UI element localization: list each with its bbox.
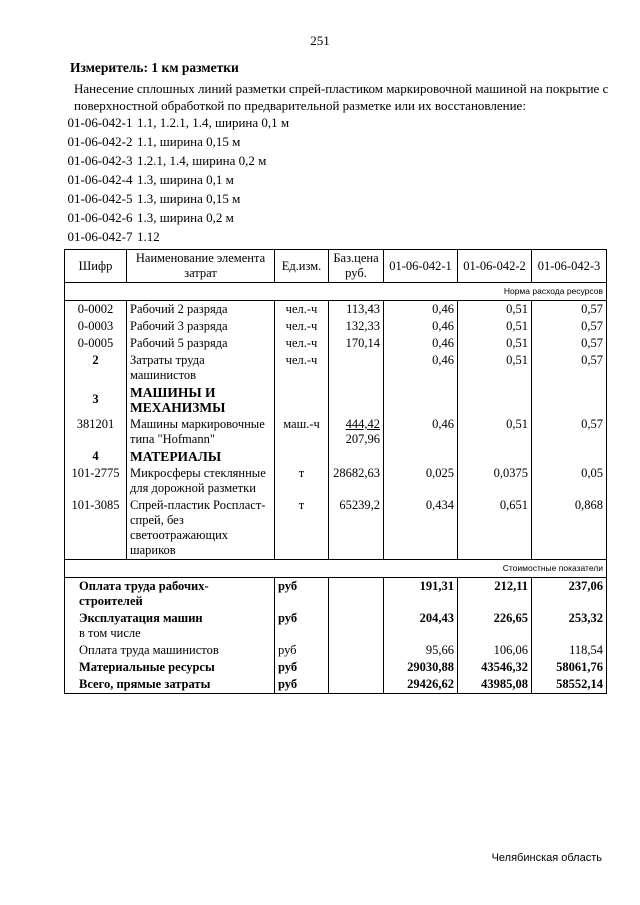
row-v3: 0,57 — [532, 335, 607, 352]
row-name: Машины маркировочные типа "Hofmann" — [127, 416, 275, 448]
row-v1: 0,46 — [384, 335, 458, 352]
row-price — [329, 416, 384, 448]
row-v2: 0,51 — [458, 352, 532, 384]
header-code: Шифр — [65, 250, 127, 283]
total-name: Оплата труда рабочих-строителей — [65, 578, 275, 611]
table-row — [65, 497, 607, 560]
total-v2: 212,11 — [458, 578, 532, 611]
header-price: Баз.цена руб. — [329, 250, 384, 283]
section-title: МАШИНЫ И МЕХАНИЗМЫ — [127, 384, 275, 416]
norm-label-row — [65, 283, 607, 301]
total-unit: руб — [275, 659, 329, 676]
page-number: 251 — [310, 33, 330, 48]
code-item — [63, 208, 289, 227]
empty-cell — [275, 448, 329, 465]
total-v1: 191,31 — [384, 578, 458, 611]
row-v2: 0,51 — [458, 416, 532, 448]
row-code: 381201 — [65, 416, 127, 448]
total-row — [65, 578, 607, 611]
row-code: 101-3085 — [65, 497, 127, 560]
total-v2: 43985,08 — [458, 676, 532, 694]
empty-cell — [458, 384, 532, 416]
total-v1: 29426,62 — [384, 676, 458, 694]
empty-cell — [329, 384, 384, 416]
footer-region: Челябинская область — [491, 852, 602, 864]
row-unit: т — [275, 497, 329, 560]
work-description: Нанесение сплошных линий разметки спрей-пластиком маркировочной машиной на покрытие с поверхностной обработкой по предварительной разметке или их восстановление: — [74, 81, 609, 113]
row-price: 28682,63 — [329, 465, 384, 497]
total-name: Материальные ресурсы — [65, 659, 275, 676]
price-operator: 207,96 — [345, 432, 380, 446]
empty-cell — [532, 384, 607, 416]
row-v2: 0,651 — [458, 497, 532, 560]
row-v2: 0,0375 — [458, 465, 532, 497]
row-v1: 0,46 — [384, 352, 458, 384]
code-text: 1.3, ширина 0,2 м — [137, 210, 234, 225]
total-v2: 106,06 — [458, 642, 532, 659]
section-row — [65, 448, 607, 465]
row-price: 113,43 — [329, 301, 384, 319]
total-name: Оплата труда машинистов — [65, 642, 275, 659]
total-v3: 237,06 — [532, 578, 607, 611]
empty-cell — [458, 448, 532, 465]
cost-label: Стоимостные показатели — [65, 560, 607, 578]
row-v3: 0,05 — [532, 465, 607, 497]
table-row — [65, 352, 607, 384]
row-name: Рабочий 5 разряда — [127, 335, 275, 352]
total-v2: 226,65 — [458, 610, 532, 642]
code-text: 1.12 — [137, 229, 160, 244]
row-unit: чел.-ч — [275, 318, 329, 335]
code-text: 1.3, ширина 0,1 м — [137, 172, 234, 187]
empty-cell — [329, 448, 384, 465]
cost-label-row — [65, 560, 607, 578]
table-row — [65, 318, 607, 335]
row-v1: 0,46 — [384, 318, 458, 335]
total-v1: 29030,88 — [384, 659, 458, 676]
row-unit: чел.-ч — [275, 352, 329, 384]
code-id: 01-06-042-6 — [67, 210, 133, 225]
code-item — [63, 132, 289, 151]
row-price — [329, 352, 384, 384]
empty-cell — [329, 676, 384, 694]
meter-heading: Измеритель: 1 км разметки — [70, 60, 239, 75]
section-row — [65, 384, 607, 416]
empty-cell — [329, 659, 384, 676]
header-col3: 01-06-042-3 — [532, 250, 607, 283]
row-unit: т — [275, 465, 329, 497]
row-code: 0-0002 — [65, 301, 127, 319]
code-item — [63, 113, 289, 132]
empty-cell — [275, 384, 329, 416]
total-v3: 118,54 — [532, 642, 607, 659]
empty-cell — [384, 448, 458, 465]
total-v1: 204,43 — [384, 610, 458, 642]
row-unit: маш.-ч — [275, 416, 329, 448]
norm-label: Норма расхода ресурсов — [65, 283, 607, 301]
row-code: 0-0005 — [65, 335, 127, 352]
empty-cell — [329, 642, 384, 659]
total-unit: руб — [275, 578, 329, 611]
table-row — [65, 465, 607, 497]
total-v3: 58061,76 — [532, 659, 607, 676]
table-row — [65, 301, 607, 319]
code-text: 1.1, 1.2.1, 1.4, ширина 0,1 м — [137, 115, 290, 130]
total-row — [65, 659, 607, 676]
header-col2: 01-06-042-2 — [458, 250, 532, 283]
code-item — [63, 170, 289, 189]
code-id: 01-06-042-1 — [67, 115, 133, 130]
table-row — [65, 335, 607, 352]
row-v1: 0,434 — [384, 497, 458, 560]
total-v3: 58552,14 — [532, 676, 607, 694]
row-name: Рабочий 3 разряда — [127, 318, 275, 335]
row-code: 0-0003 — [65, 318, 127, 335]
total-name: Всего, прямые затраты — [65, 676, 275, 694]
code-id: 01-06-042-5 — [67, 191, 133, 206]
code-text: 1.3, ширина 0,15 м — [137, 191, 241, 206]
cost-table — [64, 249, 607, 694]
row-v1: 0,46 — [384, 416, 458, 448]
row-v3: 0,868 — [532, 497, 607, 560]
total-unit: руб — [275, 610, 329, 642]
total-row — [65, 642, 607, 659]
section-title: МАТЕРИАЛЫ — [127, 448, 275, 465]
total-row — [65, 676, 607, 694]
header-col1: 01-06-042-1 — [384, 250, 458, 283]
row-v3: 0,57 — [532, 301, 607, 319]
row-price: 170,14 — [329, 335, 384, 352]
code-id: 01-06-042-2 — [67, 134, 133, 149]
total-sub: в том числе — [79, 626, 141, 640]
code-item — [63, 227, 289, 246]
code-item — [63, 189, 289, 208]
row-v3: 0,57 — [532, 318, 607, 335]
section-code: 4 — [65, 448, 127, 465]
total-unit: руб — [275, 676, 329, 694]
price-main: 444,42 — [345, 417, 380, 431]
code-text: 1.2.1, 1.4, ширина 0,2 м — [137, 153, 267, 168]
code-list — [63, 113, 289, 246]
code-id: 01-06-042-3 — [67, 153, 133, 168]
row-name: Микросферы стеклянные для дорожной разметки — [127, 465, 275, 497]
total-name-cell — [65, 610, 275, 642]
total-v2: 43546,32 — [458, 659, 532, 676]
row-unit: чел.-ч — [275, 301, 329, 319]
row-code: 101-2775 — [65, 465, 127, 497]
header-name: Наименование элемента затрат — [127, 250, 275, 283]
row-name: Спрей-пластик Роспласт-спрей, без светоотражающих шариков — [127, 497, 275, 560]
row-v3: 0,57 — [532, 416, 607, 448]
total-name: Эксплуатация машин — [79, 611, 203, 625]
row-name: Рабочий 2 разряда — [127, 301, 275, 319]
section-code: 3 — [65, 384, 127, 416]
table-header-row — [65, 250, 607, 283]
table-row — [65, 416, 607, 448]
empty-cell — [384, 384, 458, 416]
empty-cell — [532, 448, 607, 465]
empty-cell — [329, 578, 384, 611]
total-v1: 95,66 — [384, 642, 458, 659]
total-v3: 253,32 — [532, 610, 607, 642]
row-v1: 0,46 — [384, 301, 458, 319]
row-v1: 0,025 — [384, 465, 458, 497]
row-price: 132,33 — [329, 318, 384, 335]
row-name: Затраты труда машинистов — [127, 352, 275, 384]
row-code: 2 — [65, 352, 127, 384]
header-unit: Ед.изм. — [275, 250, 329, 283]
total-row — [65, 610, 607, 642]
code-item — [63, 151, 289, 170]
row-price: 65239,2 — [329, 497, 384, 560]
code-text: 1.1, ширина 0,15 м — [137, 134, 241, 149]
total-unit: руб — [275, 642, 329, 659]
row-v2: 0,51 — [458, 301, 532, 319]
code-id: 01-06-042-7 — [67, 229, 133, 244]
row-v2: 0,51 — [458, 318, 532, 335]
row-v3: 0,57 — [532, 352, 607, 384]
row-unit: чел.-ч — [275, 335, 329, 352]
code-id: 01-06-042-4 — [67, 172, 133, 187]
empty-cell — [329, 610, 384, 642]
row-v2: 0,51 — [458, 335, 532, 352]
